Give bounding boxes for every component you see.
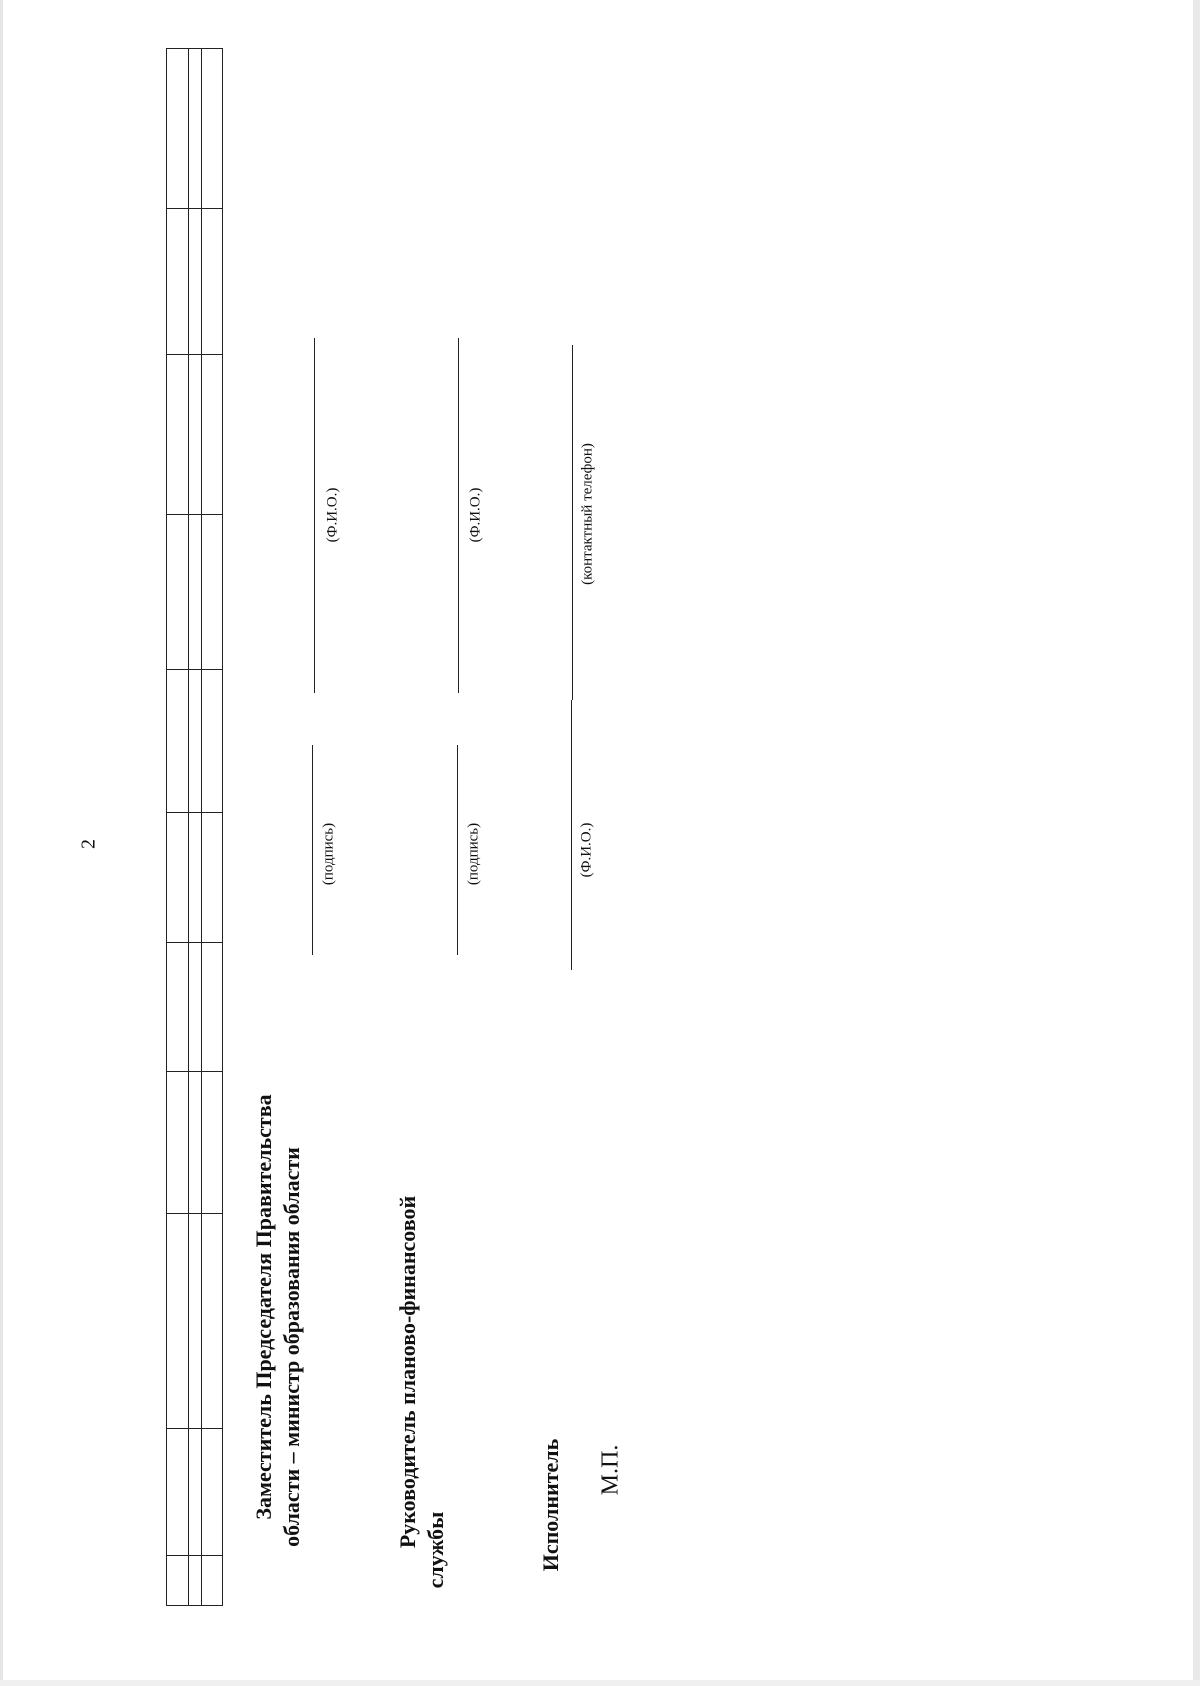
table-row-divider: [201, 48, 202, 1606]
signatory-title-line1: Заместитель Председателя Правительства: [251, 1094, 276, 1520]
table-row-divider: [188, 48, 189, 1606]
scan-edge-left: [0, 0, 3, 1686]
table-column-divider: [166, 942, 223, 943]
table-column-divider: [166, 1555, 223, 1556]
signature-caption: (подпись): [320, 822, 337, 886]
name-caption: (Ф.И.О.): [578, 822, 595, 878]
name-line: [571, 700, 572, 970]
signatory-title-line1: Руководитель планово-финансовой: [395, 1195, 420, 1549]
signature-line: [457, 745, 458, 955]
table-column-divider: [166, 354, 223, 355]
scan-edge-right: [1193, 0, 1200, 1686]
signatory-title-line2: службы: [423, 1511, 448, 1589]
table-column-divider: [166, 1213, 223, 1214]
name-line: [314, 338, 315, 693]
table-column-divider: [166, 669, 223, 670]
name-line: [458, 338, 459, 693]
name-caption: (Ф.И.О.): [324, 487, 341, 543]
phone-caption: (контактный телефон): [579, 443, 596, 585]
name-caption: (Ф.И.О.): [467, 487, 484, 543]
signatory-title-line2: области – министр образования области: [279, 1147, 304, 1547]
signature-caption: (подпись): [465, 822, 482, 886]
scan-edge-bottom: [0, 1680, 1200, 1686]
stamp-place-label: М.П.: [597, 1444, 624, 1496]
executor-title: Исполнитель: [538, 1438, 563, 1572]
empty-table: [166, 48, 223, 1606]
table-column-divider: [166, 208, 223, 209]
table-column-divider: [166, 812, 223, 813]
table-column-divider: [166, 514, 223, 515]
table-column-divider: [166, 1071, 223, 1072]
signature-line: [312, 745, 313, 955]
phone-line: [572, 345, 573, 700]
page-number: 2: [77, 839, 100, 849]
table-column-divider: [166, 1428, 223, 1429]
